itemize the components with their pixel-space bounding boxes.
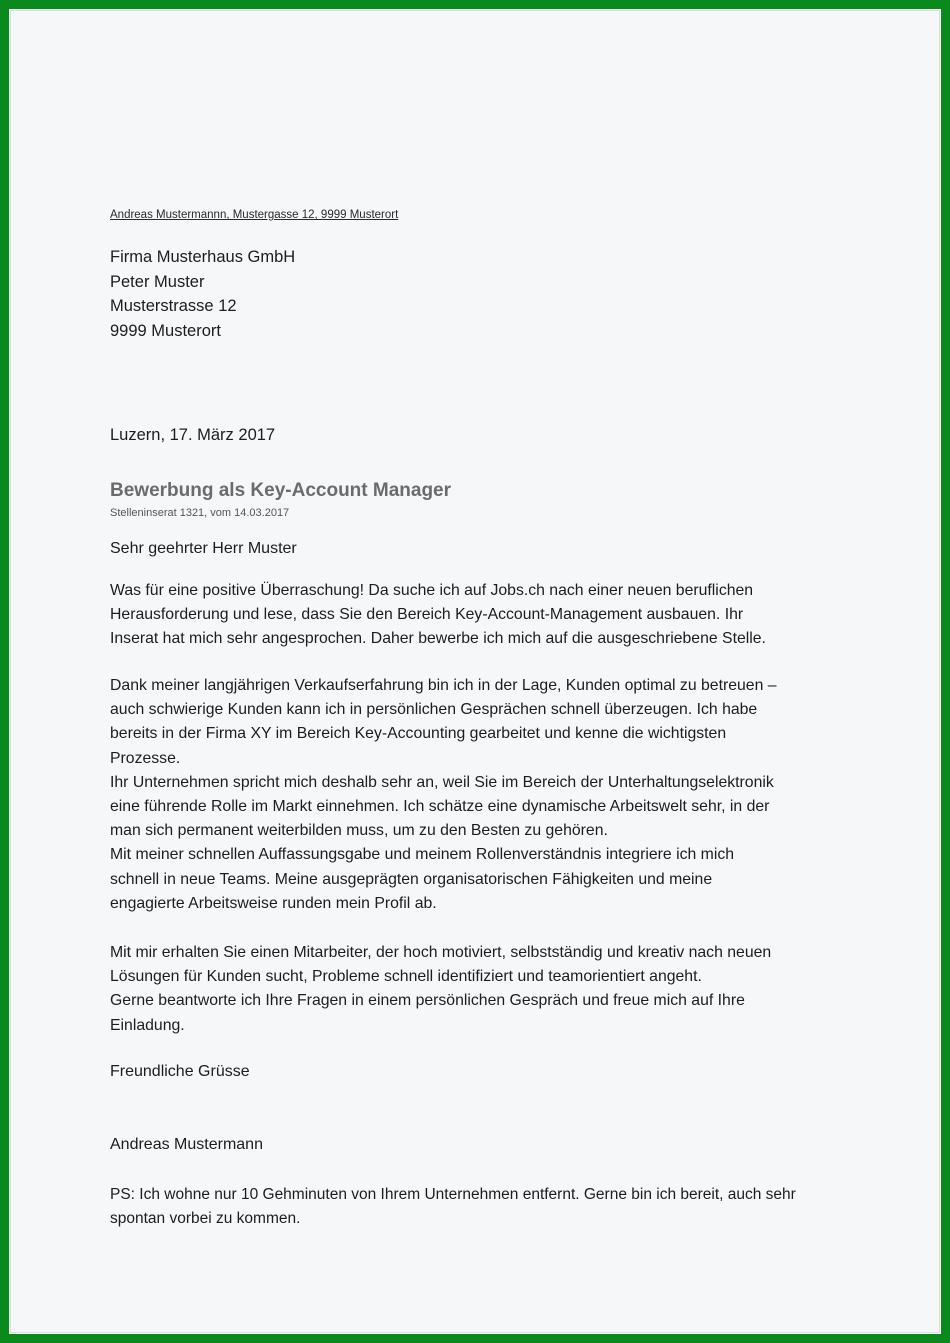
recipient-city: 9999 Musterort: [110, 321, 221, 340]
recipient-address: [110, 245, 295, 343]
text-line: eine führende Rolle im Markt einnehmen. Ich schätze eine dynamische Arbeitswelt sehr, in der: [110, 798, 770, 816]
text-line: schnell in neue Teams. Meine ausgeprägten organisatorischen Fähigkeiten und meine: [110, 870, 713, 888]
text-line: spontan vorbei zu kommen.: [110, 1210, 301, 1227]
text-line: auch schwierige Kunden kann ich in persönlichen Gesprächen schnell überzeugen. Ich habe: [110, 701, 758, 719]
text-line: Einladung.: [110, 1016, 185, 1034]
text-line: Prozesse.: [110, 749, 181, 767]
sender-address-line: Andreas Mustermannn, Mustergasse 12, 9999 Musterort: [110, 209, 399, 221]
text-line: Dank meiner langjährigen Verkaufserfahrung bin ich in der Lage, Kunden optimal zu betreuen –: [110, 677, 777, 694]
recipient-company: Firma Musterhaus GmbH: [110, 248, 296, 266]
text-line: Mit meiner schnellen Auffassungsgabe und meinem Rollenverständnis integriere ich mich: [110, 846, 735, 864]
signature-name: Andreas Mustermann: [110, 1136, 263, 1153]
text-line: Mit mir erhalten Sie einen Mitarbeiter, der hoch motiviert, selbstständig und kreativ nach neuen: [110, 944, 772, 961]
text-line: bereits in der Firma XY im Bereich Key-Accounting gearbeitet und kenne die wichtigsten: [110, 725, 727, 743]
recipient-street: Musterstrasse 12: [110, 297, 237, 315]
job-reference: Stelleninserat 1321, vom 14.03.2017: [110, 507, 290, 519]
closing-formula: Freundliche Grüsse: [110, 1063, 250, 1080]
text-line: Gerne beantworte ich Ihre Fragen in einem persönlichen Gespräch und freue mich auf Ihre: [110, 992, 745, 1010]
text-line: man sich permanent weiterbilden muss, um zu den Besten zu gehören.: [110, 822, 608, 840]
text-line: PS: Ich wohne nur 10 Gehminuten von Ihrem Unternehmen entfernt. Gerne bin ich bereit, auch sehr: [110, 1186, 796, 1203]
letter-subject: Bewerbung als Key-Account Manager: [110, 480, 452, 501]
body-paragraph-1: [110, 579, 870, 652]
text-line: Ihr Unternehmen spricht mich deshalb sehr an, weil Sie im Bereich der Unterhaltungselektronik: [110, 773, 774, 791]
text-line: Herausforderung und lese, dass Sie den Bereich Key-Account-Management ausbauen. Ihr: [110, 606, 744, 624]
letter-date: Luzern, 17. März 2017: [110, 426, 276, 444]
body-paragraph-3: [110, 941, 870, 1038]
letter-sheet: [9, 9, 941, 1334]
body-paragraph-2: [110, 674, 870, 916]
text-line: Was für eine positive Überraschung! Da suche ich auf Jobs.ch nach einer neuen beruflichen: [110, 582, 754, 599]
postscript: [110, 1183, 796, 1231]
text-line: engagierte Arbeitsweise runden mein Profil ab.: [110, 894, 437, 912]
salutation: Sehr geehrter Herr Muster: [110, 540, 297, 557]
recipient-person: Peter Muster: [110, 272, 205, 291]
text-line: Inserat hat mich sehr angesprochen. Daher bewerbe ich mich auf die ausgeschriebene Stelle.: [110, 630, 766, 648]
text-line: Lösungen für Kunden sucht, Probleme schnell identifiziert und teamorientiert angeht.: [110, 968, 702, 986]
